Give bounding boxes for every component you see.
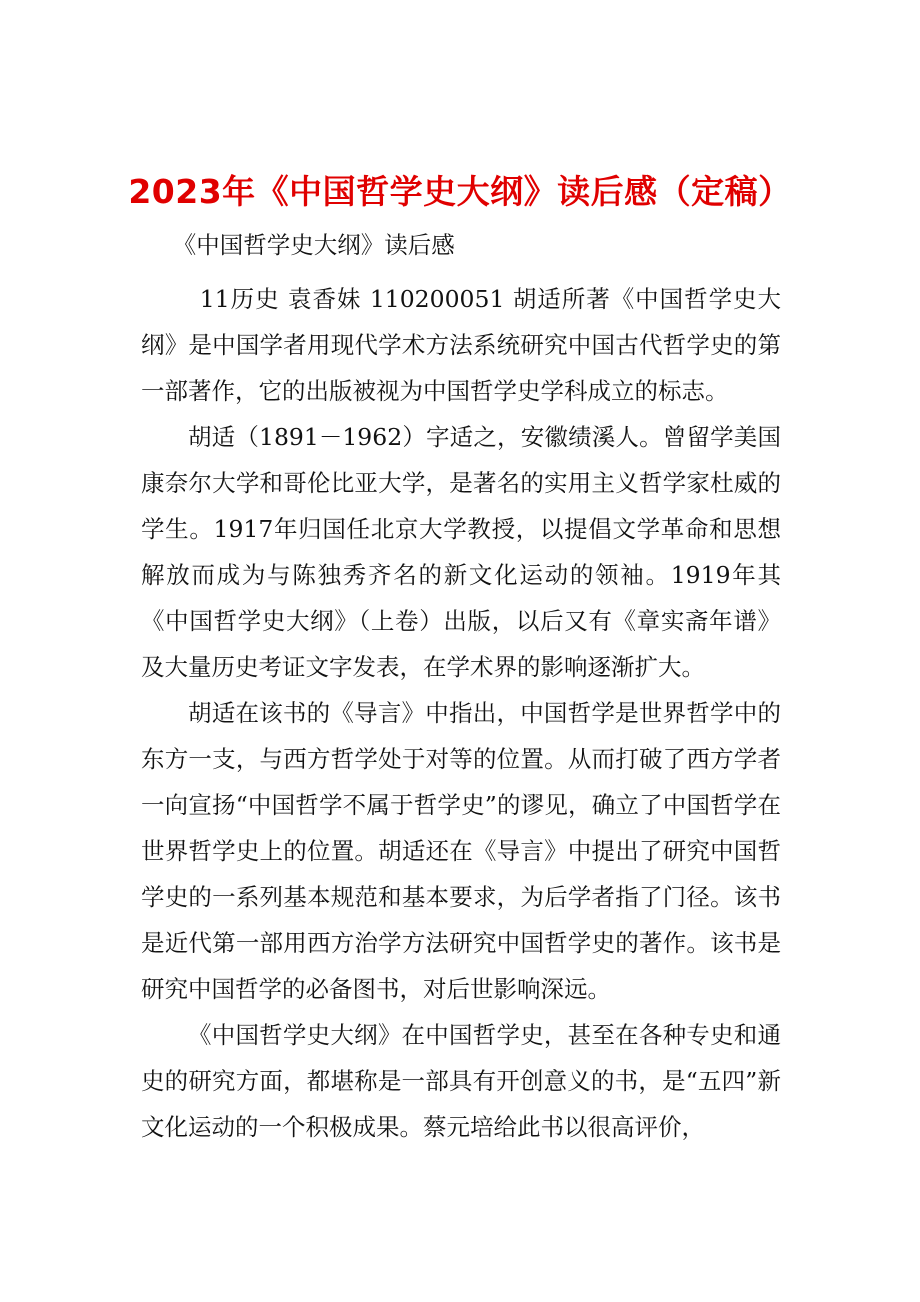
- paragraph-biography: 胡适（1891－1962）字适之，安徽绩溪人。曾留学美国康奈尔大学和哥伦比亚大学，是著名的实用主义哲学家杜威的学生。1917年归国任北京大学教授，以提倡文学革命和思想解放而成为与陈独秀齐名的新文化运动的领袖。1919年其《中国哲学史大纲》（上卷）出版，以后又有《章实斋年谱》及大量历史考证文字发表，在学术界的影响逐渐扩大。: [141, 423, 781, 681]
- paragraph-intro: 11历史 袁香妹 110200051 胡适所著《中国哲学史大纲》是中国学者用现代学术方法系统研究中国古代哲学史的第一部著作，它的出版被视为中国哲学史学科成立的标志。: [141, 285, 781, 405]
- article-subheading: 《中国哲学史大纲》读后感: [172, 231, 455, 259]
- document-title: 2023年《中国哲学史大纲》读后感（定稿）: [128, 172, 792, 212]
- paragraph-significance: 《中国哲学史大纲》在中国哲学史，甚至在各种专史和通史的研究方面，都堪称是一部具有开创意义的书，是“五四”新文化运动的一个积极成果。蔡元培给此书以很高评价，: [141, 1021, 781, 1141]
- paragraph-introduction-analysis: 胡适在该书的《导言》中指出，中国哲学是世界哲学中的东方一支，与西方哲学处于对等的位置。从而打破了西方学者一向宣扬“中国哲学不属于哲学史”的谬见，确立了中国哲学在世界哲学史上的位置。胡适还在《导言》中提出了研究中国哲学史的一系列基本规范和基本要求，为后学者指了门径。该书是近代第一部用西方治学方法研究中国哲学史的著作。该书是研究中国哲学的必备图书，对后世影响深远。: [141, 699, 781, 1003]
- document-body: [141, 222, 781, 1150]
